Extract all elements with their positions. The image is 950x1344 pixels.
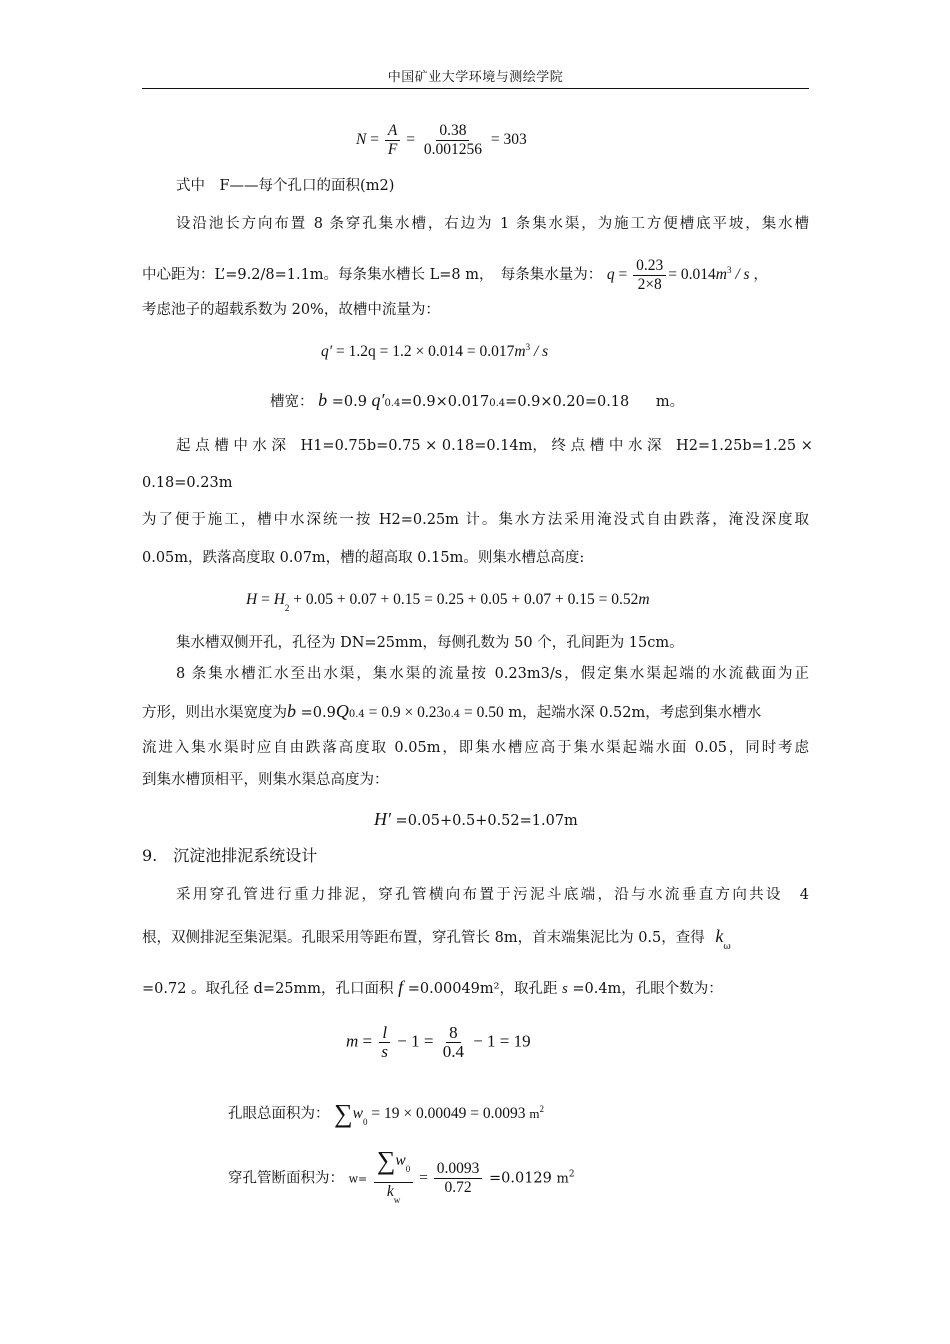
holes-line: 集水槽双侧开孔，孔径为 DN=25mm，每侧孔数为 50 个，孔间距为 15cm。 — [176, 635, 684, 651]
equation-n: N = $\frac{A}{F}$ = $\frac{0.38}{0.001256}$ = 303 — [356, 122, 527, 158]
channel-line4: 到集水槽顶相平，则集水渠总高度为： — [142, 772, 389, 788]
header-rule — [142, 88, 809, 89]
fraction-8-04: $\frac{8}{0.4}$ — [442, 1023, 464, 1061]
equation-q: q = $\frac{0.23}{2\times 8}$ = $0.014m^3$ / s — [606, 257, 750, 293]
para1-line1: 设沿池长方向布置 8 条穿孔集水槽，右边为 1 条集水渠，为施工方便槽底平坡，集水槽 — [176, 216, 809, 232]
para1-line2: 中心距为：L’=9.2/8=1.1m。每条集水槽长 L=8 m， 每条集水量为： q = $\frac{0.23}{2\times 8}$ = $0.014m^3$ / s ， — [142, 257, 768, 293]
sludge-line2: 根，双侧排泥至集泥渠。孔眼采用等距布置，穿孔管长 8m，首末端集泥比为 0.5，查得 $k_\omega$ — [142, 926, 731, 952]
depth-line4: 0.05m，跌落高度取 0.07m，槽的超高取 0.15m。则集水槽总高度: — [142, 550, 585, 566]
page-header: 中国矿业大学环境与测绘学院 — [387, 70, 564, 85]
fraction-q: $\frac{0.23}{2\times 8}$ — [633, 257, 666, 294]
channel-line1: 8 条集水槽汇水至出水渠，集水渠的流量按 0.23m3/s，假定集水渠起端的水流截面为正 — [176, 666, 809, 682]
where-line: 式中 F——每个孔口的面积(m2) — [176, 178, 395, 194]
equation-m: m = $\frac{l}{s}$ − 1 = $\frac{8}{0.4}$ − 1 = 19 — [346, 1023, 531, 1061]
total-area-line: 孔眼总面积为： $\sum w_0 = 19 \times 0.00049 = 0.0093$ $m^2$ — [228, 1099, 544, 1128]
fraction-sum-k: $\frac{\sum w_0}{k_w}$ — [374, 1148, 413, 1209]
sludge-line1: 采用穿孔管进行重力排泥，穿孔管横向布置于污泥斗底端，沿与水流垂直方向共设 4 — [176, 887, 809, 903]
pipe-area-line: 穿孔管断面积为： w= $\frac{\sum w_0}{k_w}$ = $\frac{0.0093}{0.72}$ =0.0129 $m^2$ — [228, 1148, 788, 1209]
fraction-l-s: $\frac{l}{s}$ — [378, 1024, 391, 1061]
depth-line2: 0.18=0.23m — [142, 475, 233, 491]
equation-h-prime: H′ =0.05+0.5+0.52=1.07m — [374, 809, 578, 829]
fraction-0093-072: $\frac{0.0093}{0.72}$ — [434, 1160, 483, 1197]
fraction-a-f: $\frac{A}{F}$ — [385, 122, 400, 159]
fraction-value: $\frac{0.38}{0.001256}$ — [423, 122, 482, 158]
sludge-line3: =0.72 。取孔径 d=25mm，孔口面积 f =0.00049m²，取孔距 s =0.4m，孔眼个数为： — [142, 977, 723, 997]
section-9-heading: 9. 沉淀池排泥系统设计 — [142, 846, 318, 865]
channel-line3: 流进入集水渠时应自由跌落高度取 0.05m，即集水槽应高于集水渠起端水面 0.05，同时考虑 — [142, 740, 809, 756]
groove-width-line: 槽宽： b =0.9 q′0.4=0.9×0.0170.4=0.9×0.20=0.18 m。 — [270, 390, 685, 410]
depth-line1: 起 点 槽 中 水 深 H1=0.75b=0.75 × 0.18=0.14m， 终 点 槽 中 水 深 H2=1.25b=1.25 × — [176, 438, 813, 454]
channel-line2: 方形，则出水渠宽度为b =0.9Q0.4 = 0.9 × 0.230.4 = 0.50 m，起端水深 0.52m，考虑到集水槽水 — [142, 701, 762, 721]
para1-line3: 考虑池子的超载系数为 20%，故槽中流量为： — [142, 302, 440, 318]
equation-h: $H = H_2 + 0.05 + 0.07 + 0.15 = 0.25 + 0.05 + 0.07 + 0.15 = 0.52m$ — [246, 591, 650, 613]
equation-q-prime: $q' = 1.2q = 1.2 \times 0.014 = 0.017m^3 / s$ — [321, 342, 549, 360]
depth-line3: 为了便于施工，槽中水深统一按 H2=0.25m 计。集水方法采用淹没式自由跌落，淹没深度取 — [142, 512, 809, 528]
